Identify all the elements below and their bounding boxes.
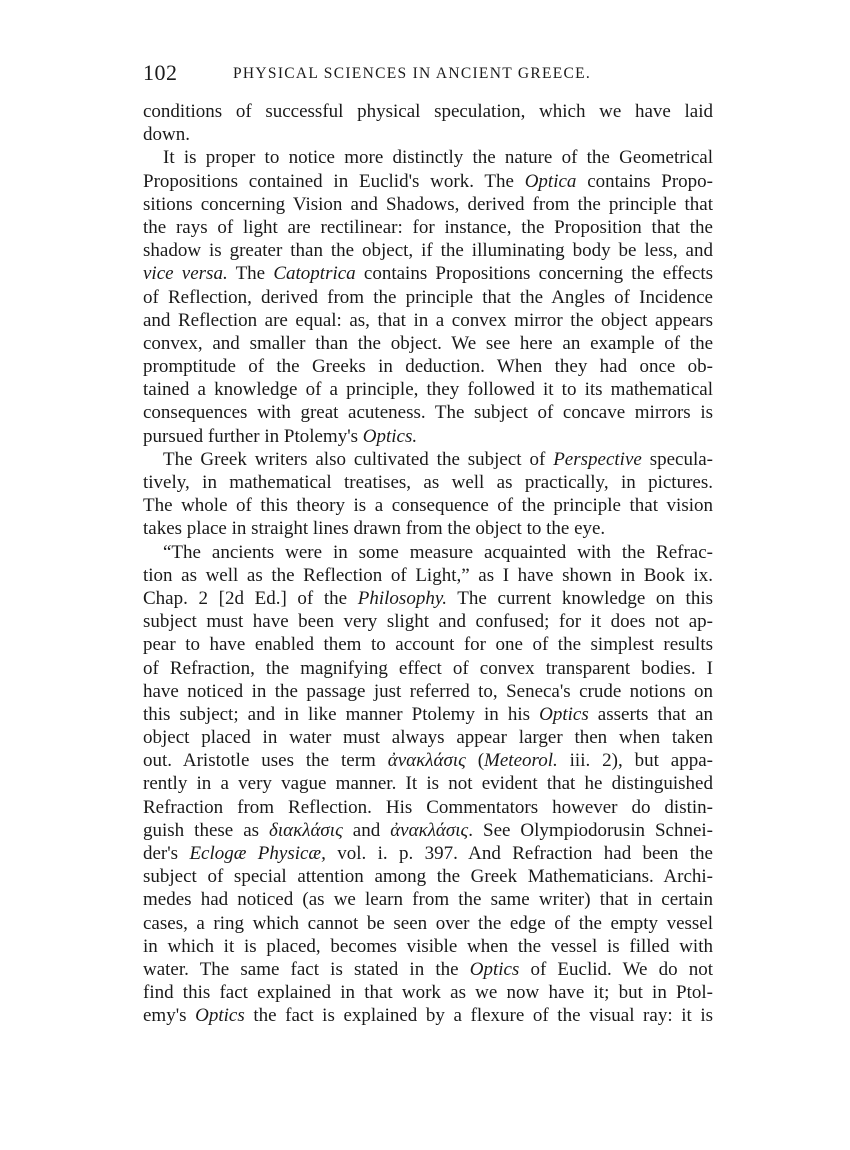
text-segment: the fact is explained by a flexure of the visual ray: it is [244, 1005, 714, 1027]
text-line [143, 1004, 713, 1027]
text-segment: emy's [143, 1005, 196, 1027]
text-segment: find this fact explained in that work as we now have it; but in Ptol- [143, 982, 713, 1004]
text-segment: consequences with great acuteness. The subject of concave mirrors is [143, 402, 713, 424]
text-segment: The [227, 263, 274, 285]
text-segment: cases, a ring which cannot be seen over the edge of the empty vessel [143, 912, 713, 934]
italic-text: ἀνακλάσις [390, 819, 469, 841]
text-segment: pursued further in Ptolemy's [143, 425, 363, 447]
italic-text: Eclogæ Physicæ, [189, 843, 326, 864]
text-line [143, 749, 713, 772]
text-line [143, 819, 713, 842]
text-line [143, 888, 713, 911]
text-line [143, 981, 713, 1004]
italic-text: Optica [524, 170, 577, 192]
italic-text: διακλάσις [269, 819, 343, 841]
text-segment: of Euclid. We do not [519, 958, 713, 980]
text-line [143, 541, 713, 564]
text-line [143, 123, 713, 146]
text-segment: specula- [641, 448, 713, 470]
text-segment: convex, and smaller than the object. We see here an example of the [143, 332, 713, 354]
text-segment: ( [465, 750, 485, 772]
text-segment: contains Propo- [576, 170, 714, 192]
text-segment: contains Propositions concerning the effects [355, 263, 713, 285]
text-segment: out. Aristotle uses the term [143, 750, 388, 772]
italic-text: Meteorol. [484, 750, 558, 772]
page-header [143, 60, 713, 90]
italic-text: Philosophy. [357, 587, 447, 609]
italic-text: vice versa. [143, 263, 228, 285]
text-segment: this subject; and in like manner Ptolemy in his [143, 703, 540, 725]
text-line [143, 610, 713, 633]
text-segment: It is proper to notice more distinctly the nature of the Geometrical [163, 147, 713, 169]
text-line [143, 564, 713, 587]
text-segment: water. The same fact is stated in the [143, 958, 470, 980]
text-segment: Chap. 2 [2d Ed.] of the [143, 587, 358, 609]
text-segment: der's [143, 843, 190, 864]
text-segment: medes had noticed (as we learn from the same writer) that in certain [143, 889, 713, 911]
text-line [143, 587, 713, 610]
text-segment: promptitude of the Greeks in deduction. When they had once ob- [143, 356, 713, 378]
text-line [143, 170, 713, 193]
text-line [143, 494, 713, 517]
text-line [143, 100, 713, 123]
italic-text: Catoptrica [273, 263, 356, 285]
running-head: PHYSICAL SCIENCES IN ANCIENT GREECE. [233, 65, 592, 82]
text-segment: tion as well as the Reflection of Light,” as I have shown in Book ix. [143, 564, 713, 586]
text-line [143, 309, 713, 332]
text-segment: conditions of successful physical speculation, which we have laid [143, 101, 713, 122]
text-segment: of Reflection, derived from the principle that the Angles of Incidence [143, 286, 713, 308]
text-segment: . See Olympiodorusin Schnei- [468, 819, 714, 841]
italic-text: Optics [195, 1005, 245, 1027]
text-segment: Propositions contained in Euclid's work. The [143, 170, 525, 192]
text-segment: shadow is greater than the object, if the illuminating body be less, and [143, 240, 713, 262]
text-segment: and [342, 819, 391, 841]
text-line [143, 471, 713, 494]
text-line [143, 703, 713, 726]
text-segment: Refraction from Reflection. His Commentators however do distin- [143, 796, 713, 818]
text-segment: the rays of light are rectilinear: for instance, the Proposition that the [143, 216, 713, 238]
text-segment: “The ancients were in some measure acquainted with the Refrac- [163, 541, 713, 563]
text-segment: tively, in mathematical treatises, as well as practically, in pictures. [143, 472, 713, 493]
text-line [143, 958, 713, 981]
text-line [143, 448, 713, 471]
body-text [143, 100, 713, 1028]
text-segment: subject must have been very slight and confused; for it does not ap- [143, 611, 713, 633]
text-line [143, 772, 713, 795]
text-segment: The current knowledge on this [446, 587, 713, 609]
text-line [143, 657, 713, 680]
text-segment: The Greek writers also cultivated the subject of [163, 448, 554, 470]
text-line [143, 865, 713, 888]
text-line [143, 146, 713, 169]
text-segment: tained a knowledge of a principle, they followed it to its mathematical [143, 379, 713, 401]
text-segment: pear to have enabled them to account for one of the simplest results [143, 634, 713, 656]
text-segment: of Refraction, the magnifying effect of convex transparent bodies. I [143, 657, 713, 679]
text-line [143, 239, 713, 262]
text-segment: takes place in straight lines drawn from the object to the eye. [143, 518, 606, 540]
text-line [143, 286, 713, 309]
text-segment: subject of special attention among the Greek Mathematicians. Archi- [143, 866, 713, 888]
text-line [143, 680, 713, 703]
text-line [143, 378, 713, 401]
text-line [143, 796, 713, 819]
text-segment: and Reflection are equal: as, that in a convex mirror the object appears [143, 309, 713, 331]
italic-text: ἀνακλάσις [387, 750, 466, 772]
page-number: 102 [143, 60, 178, 85]
text-line [143, 193, 713, 216]
text-segment: sitions concerning Vision and Shadows, derived from the principle that [143, 193, 713, 215]
text-line [143, 216, 713, 239]
text-segment: down. [143, 124, 190, 146]
text-segment: The whole of this theory is a consequence of the principle that vision [143, 495, 713, 517]
text-segment: iii. 2), but appa- [557, 750, 713, 772]
text-segment: guish these as [143, 819, 270, 841]
text-line [143, 726, 713, 749]
text-segment: in which it is placed, becomes visible when the vessel is filled with [143, 935, 713, 957]
text-segment: have noticed in the passage just referred to, Seneca's crude notions on [143, 680, 713, 702]
text-line [143, 517, 713, 540]
text-segment: vol. i. p. 397. And Refraction had been the [325, 843, 713, 864]
text-line [143, 355, 713, 378]
text-line [143, 401, 713, 424]
text-segment: rently in a very vague manner. It is not evident that he distinguished [143, 773, 713, 795]
text-line [143, 633, 713, 656]
text-line [143, 262, 713, 285]
italic-text: Perspective [553, 448, 642, 470]
text-segment: object placed in water must always appear larger then when taken [143, 727, 713, 749]
text-line [143, 912, 713, 935]
text-segment: asserts that an [588, 703, 713, 725]
italic-text: Optics [539, 703, 589, 725]
text-line [143, 842, 713, 865]
text-line [143, 425, 713, 448]
text-line [143, 935, 713, 958]
text-line [143, 332, 713, 355]
italic-text: Optics. [362, 425, 418, 447]
italic-text: Optics [469, 958, 520, 980]
